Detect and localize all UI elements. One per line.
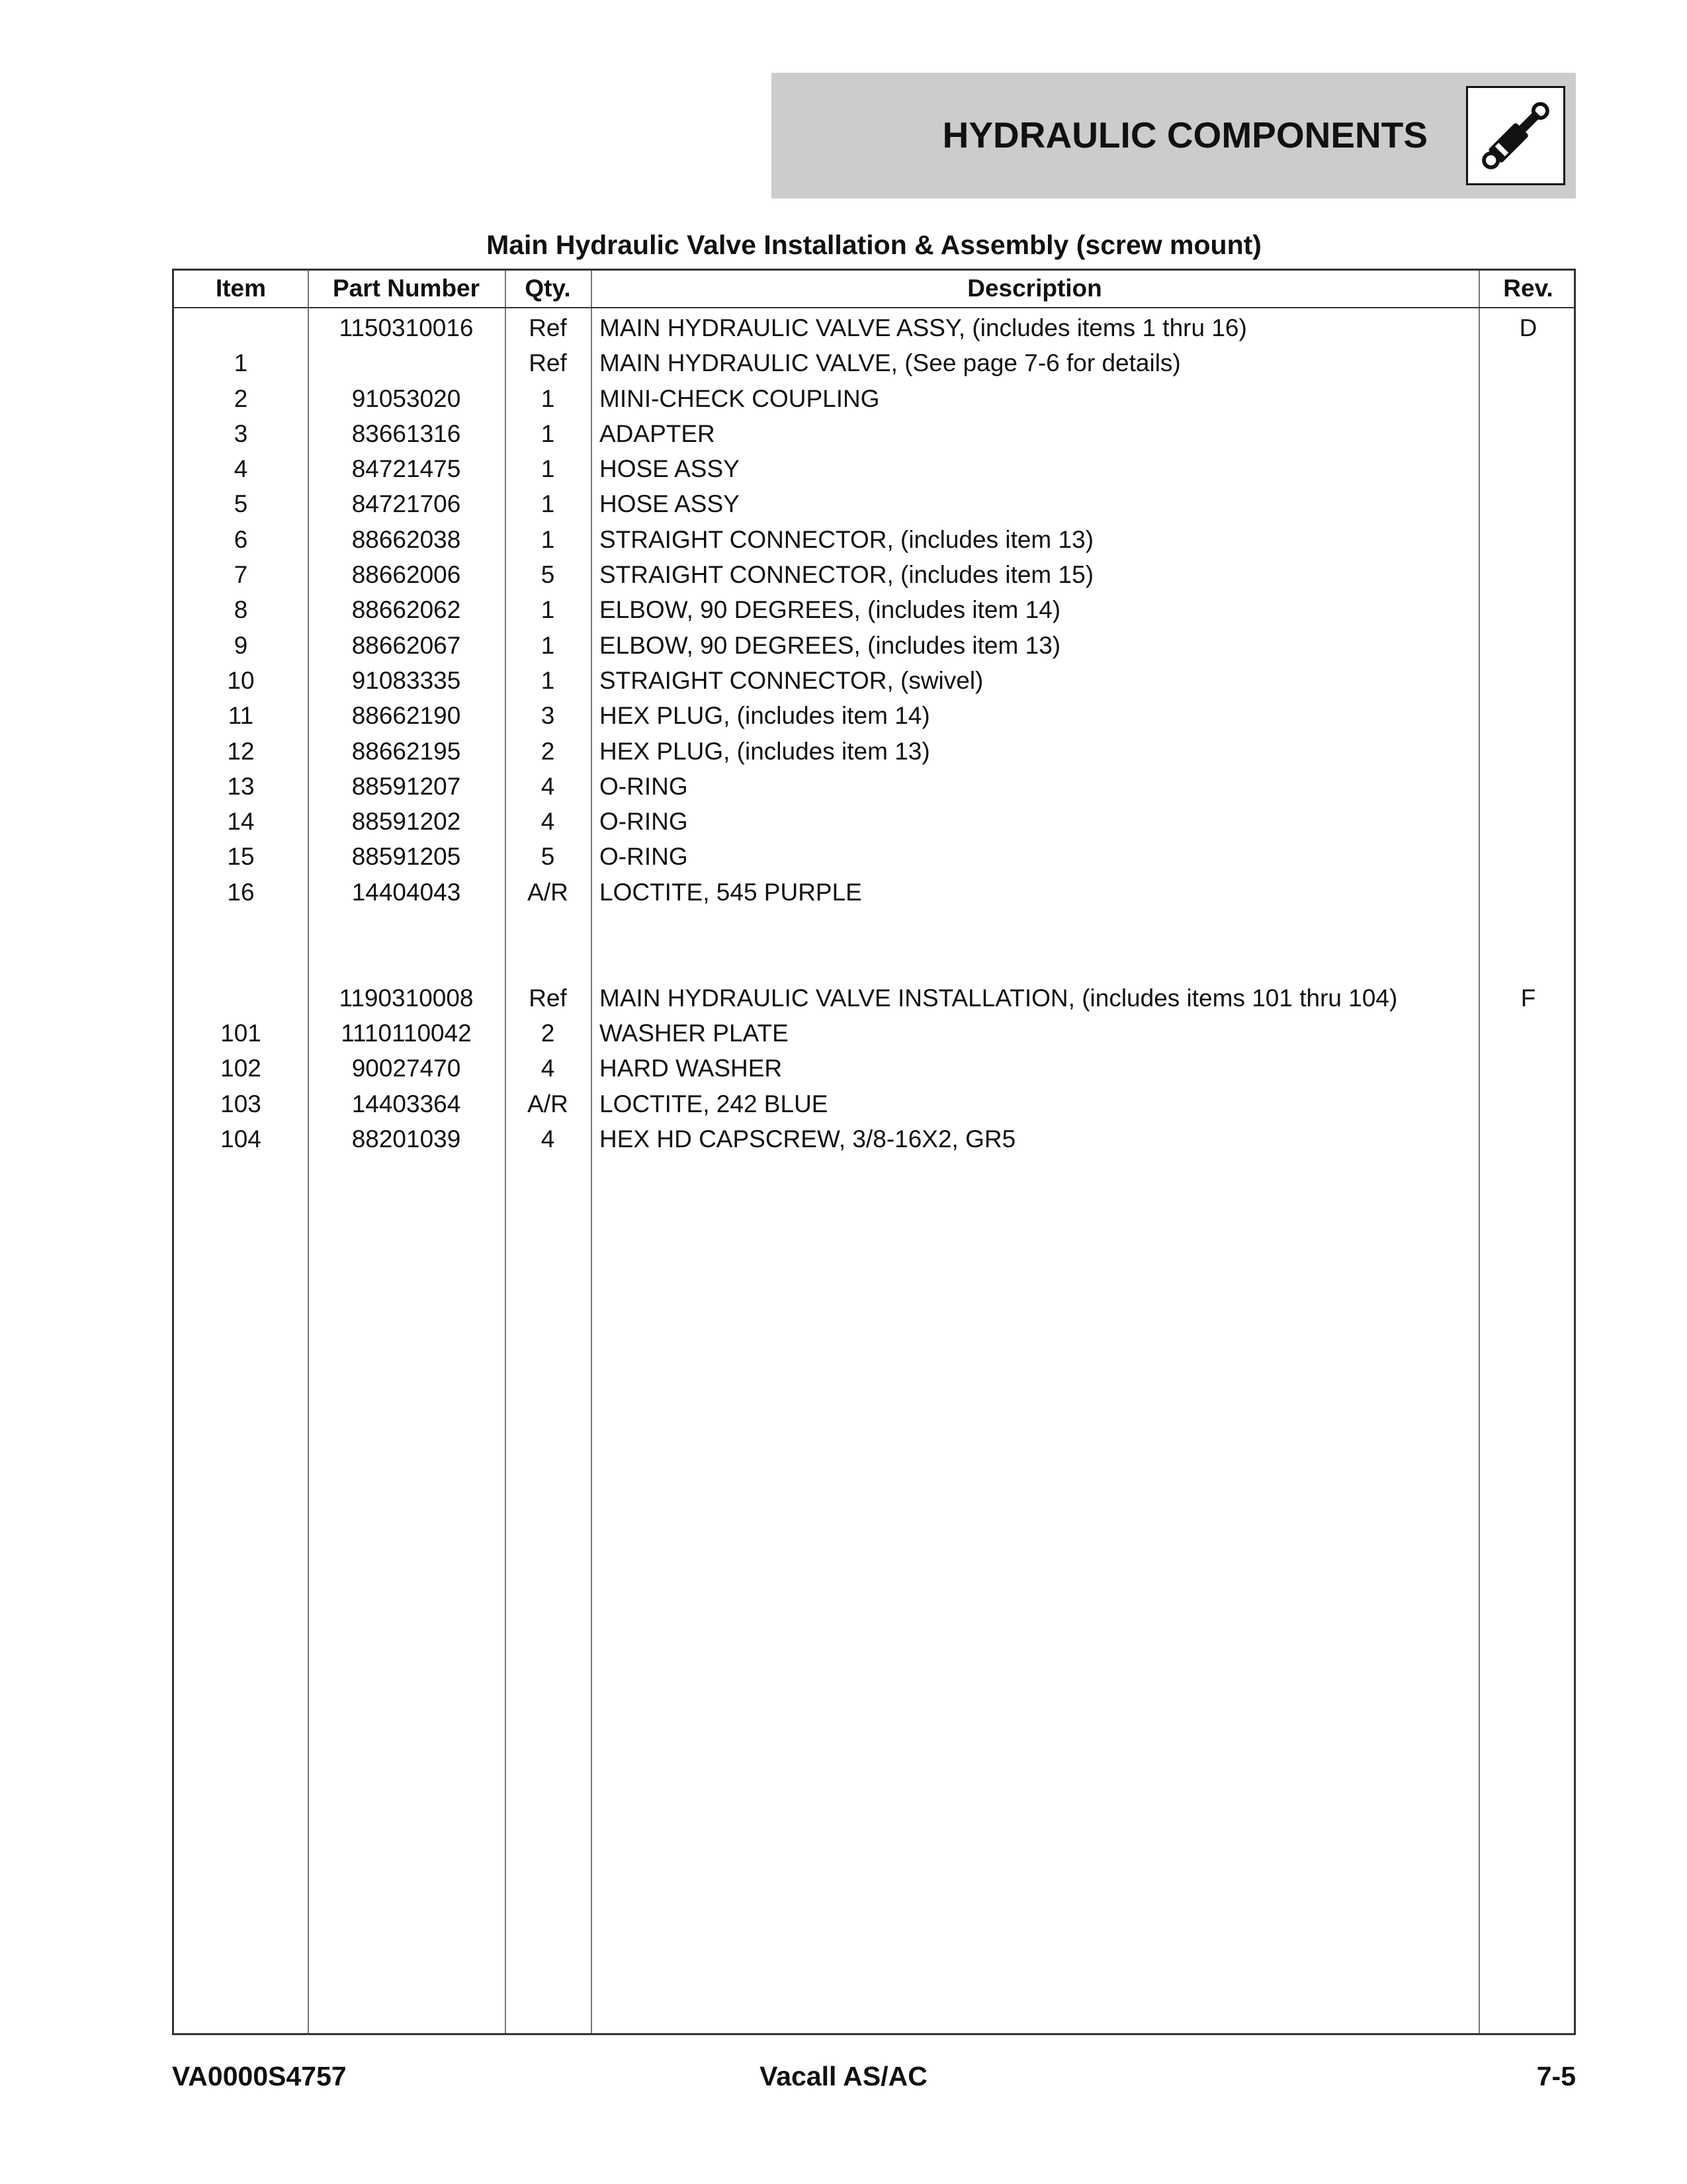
description-cell: MAIN HYDRAULIC VALVE, (See page 7-6 for details)	[599, 349, 1181, 377]
part-number-cell: 88591205	[351, 843, 461, 871]
qty-cell: 4	[541, 772, 555, 800]
qty-cell: 1	[541, 525, 555, 553]
part-number-cell: 88662195	[351, 737, 461, 765]
page-number: 7-5	[1536, 2061, 1576, 2091]
description-cell: MAIN HYDRAULIC VALVE ASSY, (includes items 1 thru 16)	[599, 314, 1247, 341]
part-number-cell: 90027470	[351, 1055, 461, 1082]
description-cell: HEX PLUG, (includes item 14)	[599, 702, 930, 730]
item-cell: 13	[227, 772, 255, 800]
qty-cell: 1	[541, 455, 555, 483]
table-row	[174, 1052, 1574, 1087]
qty-cell: 4	[541, 1055, 555, 1082]
part-number-cell: 88662038	[351, 525, 461, 553]
part-number-cell: 88591202	[351, 808, 461, 836]
description-cell: STRAIGHT CONNECTOR, (includes item 13)	[599, 525, 1094, 553]
description-cell: MINI-CHECK COUPLING	[599, 384, 880, 412]
item-cell: 7	[234, 561, 248, 589]
item-cell: 9	[234, 631, 248, 659]
page-title: Main Hydraulic Valve Installation & Assembly (screw mount)	[486, 230, 1262, 260]
part-number-cell: 1190310008	[339, 984, 474, 1012]
qty-cell: Ref	[529, 984, 567, 1012]
table-row	[174, 488, 1574, 523]
qty-cell: 1	[541, 384, 555, 412]
product-name: Vacall AS/AC	[759, 2061, 928, 2091]
description-cell: HOSE ASSY	[599, 490, 740, 518]
section-header	[771, 73, 1576, 198]
description-cell: STRAIGHT CONNECTOR, (includes item 15)	[599, 561, 1094, 589]
table-row	[174, 699, 1574, 734]
column-header-qty: Qty.	[525, 275, 571, 302]
item-cell: 103	[220, 1090, 261, 1117]
item-cell: 1	[234, 349, 248, 377]
table-row	[174, 840, 1574, 875]
part-number-cell: 88591207	[351, 772, 461, 800]
item-cell: 2	[234, 384, 248, 412]
qty-cell: 5	[541, 843, 555, 871]
rev-cell: F	[1520, 984, 1536, 1012]
item-cell: 10	[227, 666, 255, 694]
description-cell: HARD WASHER	[599, 1055, 783, 1082]
qty-cell: 4	[541, 1125, 555, 1153]
part-number-cell: 91083335	[351, 666, 461, 694]
rev-cell: D	[1519, 314, 1537, 341]
table-row	[174, 312, 1574, 347]
table-row	[174, 1088, 1574, 1123]
qty-cell: 2	[541, 737, 555, 765]
qty-cell: Ref	[529, 349, 567, 377]
item-cell: 104	[220, 1125, 261, 1153]
table-row	[174, 982, 1574, 1017]
table-row	[174, 1017, 1574, 1052]
qty-cell: A/R	[527, 878, 568, 906]
item-cell: 5	[234, 490, 248, 518]
qty-cell: Ref	[529, 314, 567, 341]
part-number-cell: 88662062	[351, 596, 461, 624]
document-number: VA0000S4757	[172, 2061, 347, 2091]
description-cell: O-RING	[599, 772, 688, 800]
part-number-cell: 84721706	[351, 490, 461, 518]
column-header-rev: Rev.	[1503, 275, 1553, 302]
table-row	[174, 735, 1574, 770]
table-row	[174, 1123, 1574, 1158]
item-cell: 3	[234, 419, 248, 447]
part-number-cell: 83661316	[351, 419, 461, 447]
item-cell: 8	[234, 596, 248, 624]
table-row	[174, 558, 1574, 593]
table-row	[174, 876, 1574, 911]
table-row	[174, 523, 1574, 558]
column-header-item: Item	[215, 275, 267, 302]
part-number-cell: 14403364	[351, 1090, 461, 1117]
description-cell: STRAIGHT CONNECTOR, (swivel)	[599, 666, 984, 694]
description-cell: LOCTITE, 242 BLUE	[599, 1090, 828, 1117]
parts-table	[172, 269, 1576, 2035]
table-row	[174, 664, 1574, 699]
table-row	[174, 946, 1574, 981]
qty-cell: 1	[541, 666, 555, 694]
qty-cell: A/R	[527, 1090, 568, 1117]
table-row	[174, 453, 1574, 488]
qty-cell: 5	[541, 561, 555, 589]
column-header-description: Description	[967, 275, 1102, 302]
description-cell: O-RING	[599, 843, 688, 871]
table-row	[174, 593, 1574, 629]
table-row	[174, 770, 1574, 805]
item-cell: 16	[227, 878, 255, 906]
table-row	[174, 417, 1574, 453]
description-cell: HEX HD CAPSCREW, 3/8-16X2, GR5	[599, 1125, 1016, 1153]
hydraulic-cylinder-icon	[1466, 86, 1565, 185]
item-cell: 15	[227, 843, 255, 871]
table-row	[174, 805, 1574, 840]
table-row	[174, 629, 1574, 664]
table-row	[174, 347, 1574, 382]
table-row	[174, 911, 1574, 946]
part-number-cell: 88662067	[351, 631, 461, 659]
item-cell: 6	[234, 525, 248, 553]
qty-cell: 3	[541, 702, 555, 730]
table-body	[174, 312, 1574, 1158]
part-number-cell: 1150310016	[339, 314, 474, 341]
column-header-part-number: Part Number	[332, 275, 480, 302]
header-divider	[174, 307, 1574, 308]
item-cell: 12	[227, 737, 255, 765]
part-number-cell: 91053020	[351, 384, 461, 412]
description-cell: LOCTITE, 545 PURPLE	[599, 878, 862, 906]
part-number-cell: 88662006	[351, 561, 461, 589]
item-cell: 14	[227, 808, 255, 836]
qty-cell: 4	[541, 808, 555, 836]
item-cell: 4	[234, 455, 248, 483]
description-cell: ADAPTER	[599, 419, 715, 447]
part-number-cell: 84721475	[351, 455, 461, 483]
item-cell: 102	[220, 1055, 261, 1082]
item-cell: 11	[228, 702, 254, 730]
part-number-cell: 88662190	[351, 702, 461, 730]
part-number-cell: 1110110042	[341, 1019, 472, 1047]
qty-cell: 1	[541, 419, 555, 447]
part-number-cell: 14404043	[351, 878, 461, 906]
section-header-title: HYDRAULIC COMPONENTS	[942, 114, 1428, 155]
part-number-cell: 88201039	[351, 1125, 461, 1153]
qty-cell: 1	[541, 490, 555, 518]
qty-cell: 2	[541, 1019, 555, 1047]
qty-cell: 1	[541, 631, 555, 659]
item-cell: 101	[220, 1019, 261, 1047]
description-cell: MAIN HYDRAULIC VALVE INSTALLATION, (includes items 101 thru 104)	[599, 984, 1398, 1012]
qty-cell: 1	[541, 596, 555, 624]
description-cell: O-RING	[599, 808, 688, 836]
description-cell: HOSE ASSY	[599, 455, 740, 483]
description-cell: ELBOW, 90 DEGREES, (includes item 14)	[599, 596, 1061, 624]
description-cell: WASHER PLATE	[599, 1019, 789, 1047]
table-row	[174, 382, 1574, 417]
description-cell: ELBOW, 90 DEGREES, (includes item 13)	[599, 631, 1061, 659]
description-cell: HEX PLUG, (includes item 13)	[599, 737, 930, 765]
